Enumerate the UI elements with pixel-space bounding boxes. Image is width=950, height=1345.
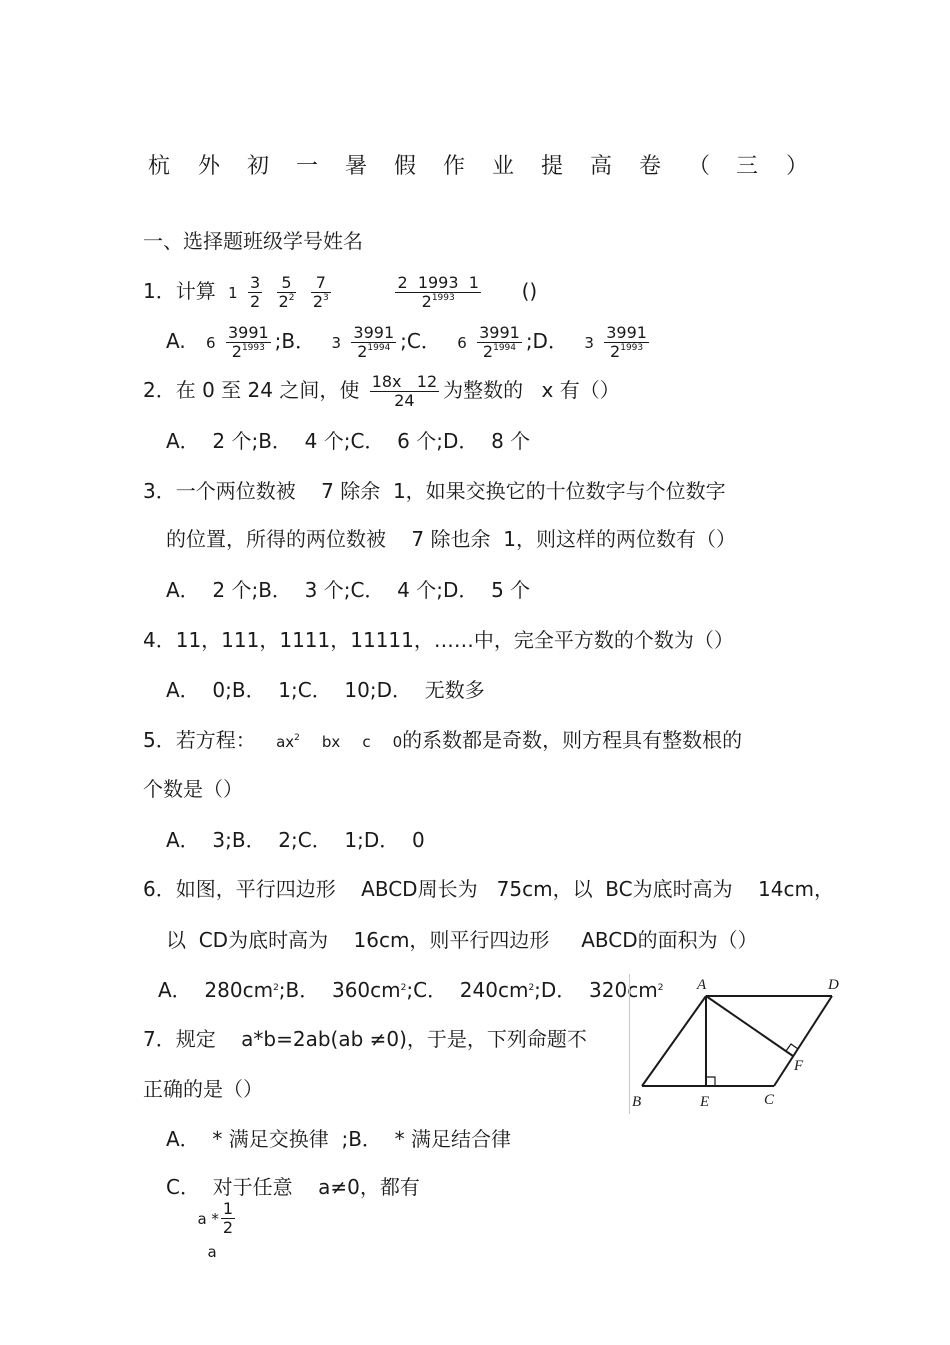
- question-6-line-2: 以 CD为底时高为 16cm，则平行四边形 ABCD的面积为（）: [166, 928, 758, 952]
- option-d: ;D． 320cm: [534, 978, 658, 1002]
- question-7-options-ab: A． * 满足交换律 ;B． * 满足结合律: [166, 1127, 511, 1151]
- label-b: B: [632, 1094, 642, 1110]
- title-char: 业: [492, 154, 515, 179]
- q2-tail: 有（）: [559, 378, 620, 402]
- option-b: ;B． 360cm: [278, 978, 401, 1002]
- question-3-line-2: 的位置，所得的两位数被 7 除也余 1，则这样的两位数有（）: [166, 527, 736, 551]
- option-c-fraction: $\frac{3991}{2^{1994}}$: [479, 323, 520, 361]
- question-5-options: A． 3;B． 2;C． 1;D． 0: [166, 828, 425, 852]
- title-char: 三: [736, 154, 759, 179]
- option-b-fraction: $\frac{3991}{2^{1994}}$: [353, 323, 395, 361]
- option-c-fraction: $\frac{1}{2}$: [222, 1199, 234, 1237]
- option-a: A． 280cm: [158, 978, 274, 1002]
- q1-fraction-3: $\frac{7}{2^3}$: [312, 273, 329, 311]
- q5-suffix: 的系数都是奇数，则方程具有整数根的: [402, 728, 743, 752]
- q5-equation: $ax^2$ bx c 0: [276, 733, 403, 751]
- q1-term: 1: [228, 284, 238, 302]
- q5-prefix: 5．若方程：: [143, 728, 256, 752]
- q1-answer-bracket: (): [521, 279, 538, 303]
- option-b-label: ;B．: [274, 329, 316, 353]
- question-3-line-1: 3．一个两位数被 7 除余 1，如果交换它的十位数字与个位数字: [143, 479, 726, 503]
- label-c: C: [764, 1092, 775, 1108]
- question-6-options: A． $280cm^2;B$． $360cm^2;C$． $240cm^2;D$． $320cm^2$: [158, 978, 664, 1002]
- title-char: 暑: [345, 154, 368, 179]
- question-1: [143, 274, 537, 311]
- label-a: A: [697, 977, 707, 993]
- title-char: 外: [198, 154, 221, 179]
- option-b-int: 3: [331, 334, 342, 352]
- title-char: ）: [786, 154, 809, 179]
- question-1-options: [166, 324, 653, 361]
- title-char: 杭: [148, 154, 171, 179]
- right-angle-e: [706, 1077, 715, 1086]
- label-e: E: [700, 1094, 710, 1110]
- section-heading: 一、选择题班级学号姓名: [143, 229, 363, 253]
- option-c-tail: a: [207, 1243, 217, 1261]
- question-7-line-2: 正确的是（）: [143, 1077, 263, 1101]
- title-char: 初: [247, 154, 270, 179]
- label-f: F: [794, 1058, 804, 1074]
- question-7-option-c: [166, 1174, 420, 1291]
- page-title: [0, 152, 950, 182]
- label-d: D: [828, 977, 839, 993]
- title-char: 高: [590, 154, 613, 179]
- question-3-options: A． 2 个;B． 3 个;C． 4 个;D． 5 个: [166, 578, 531, 602]
- title-char: 一: [296, 154, 319, 179]
- q1-fraction-2: $\frac{5}{2^2}$: [278, 273, 295, 311]
- option-a-fraction: $\frac{3991}{2^{1993}}$: [227, 323, 269, 361]
- option-a-label: A.: [166, 329, 186, 353]
- q1-fraction-4: $\frac{2 1993 1}{2^{1993}}$: [397, 273, 479, 311]
- option-d-fraction: $\frac{3991}{2^{1993}}$: [606, 323, 647, 361]
- q1-fraction-1: $\frac{3}{2}$: [250, 273, 261, 311]
- question-2: [143, 373, 620, 410]
- edge-ba: [642, 996, 706, 1086]
- question-7-line-1: 7．规定 a*b=2ab(ab ≠0)，于是，下列命题不: [143, 1027, 587, 1051]
- height-af: [706, 996, 793, 1056]
- option-c-text: C． 对于任意 a≠0，都有: [166, 1175, 420, 1199]
- title-char: 提: [541, 154, 564, 179]
- option-c-a: a *: [197, 1210, 219, 1228]
- question-5-line-1: [143, 727, 742, 755]
- q1-prefix: 1．计算: [143, 279, 216, 303]
- parallelogram-diagram: [630, 974, 848, 1114]
- title-char: （: [688, 154, 711, 179]
- title-char: 假: [394, 154, 417, 179]
- option-c: ;C． 240cm: [406, 978, 529, 1002]
- title-char: 作: [443, 154, 466, 179]
- question-5-line-2: 个数是（）: [143, 777, 243, 801]
- question-2-options: A． 2 个;B． 4 个;C． 6 个;D． 8 个: [166, 429, 531, 453]
- option-c-label: ;C．: [400, 329, 441, 353]
- q2-variable: x: [541, 378, 554, 402]
- question-4-options: A． 0;B． 1;C． 10;D． 无数多: [166, 678, 485, 702]
- q2-prefix: 2．在 0 至 24 之间，使: [143, 378, 360, 402]
- option-d-int: 3: [584, 334, 594, 352]
- question-4: 4．11，111，1111，11111，……中，完全平方数的个数为（）: [143, 628, 734, 652]
- title-char: 卷: [639, 154, 662, 179]
- option-d-label: ;D．: [525, 329, 568, 353]
- parallelogram-figure: [629, 974, 848, 1114]
- q2-suffix: 为整数的: [443, 378, 524, 402]
- option-c-int: 6: [457, 334, 467, 352]
- question-6-line-1: 6．如图，平行四边形 ABCD周长为 75cm，以 BC为底时高为 14cm，: [143, 877, 834, 901]
- q2-fraction: $\frac{18x 12}{24}$: [371, 372, 438, 410]
- option-a-int: 6: [206, 334, 216, 352]
